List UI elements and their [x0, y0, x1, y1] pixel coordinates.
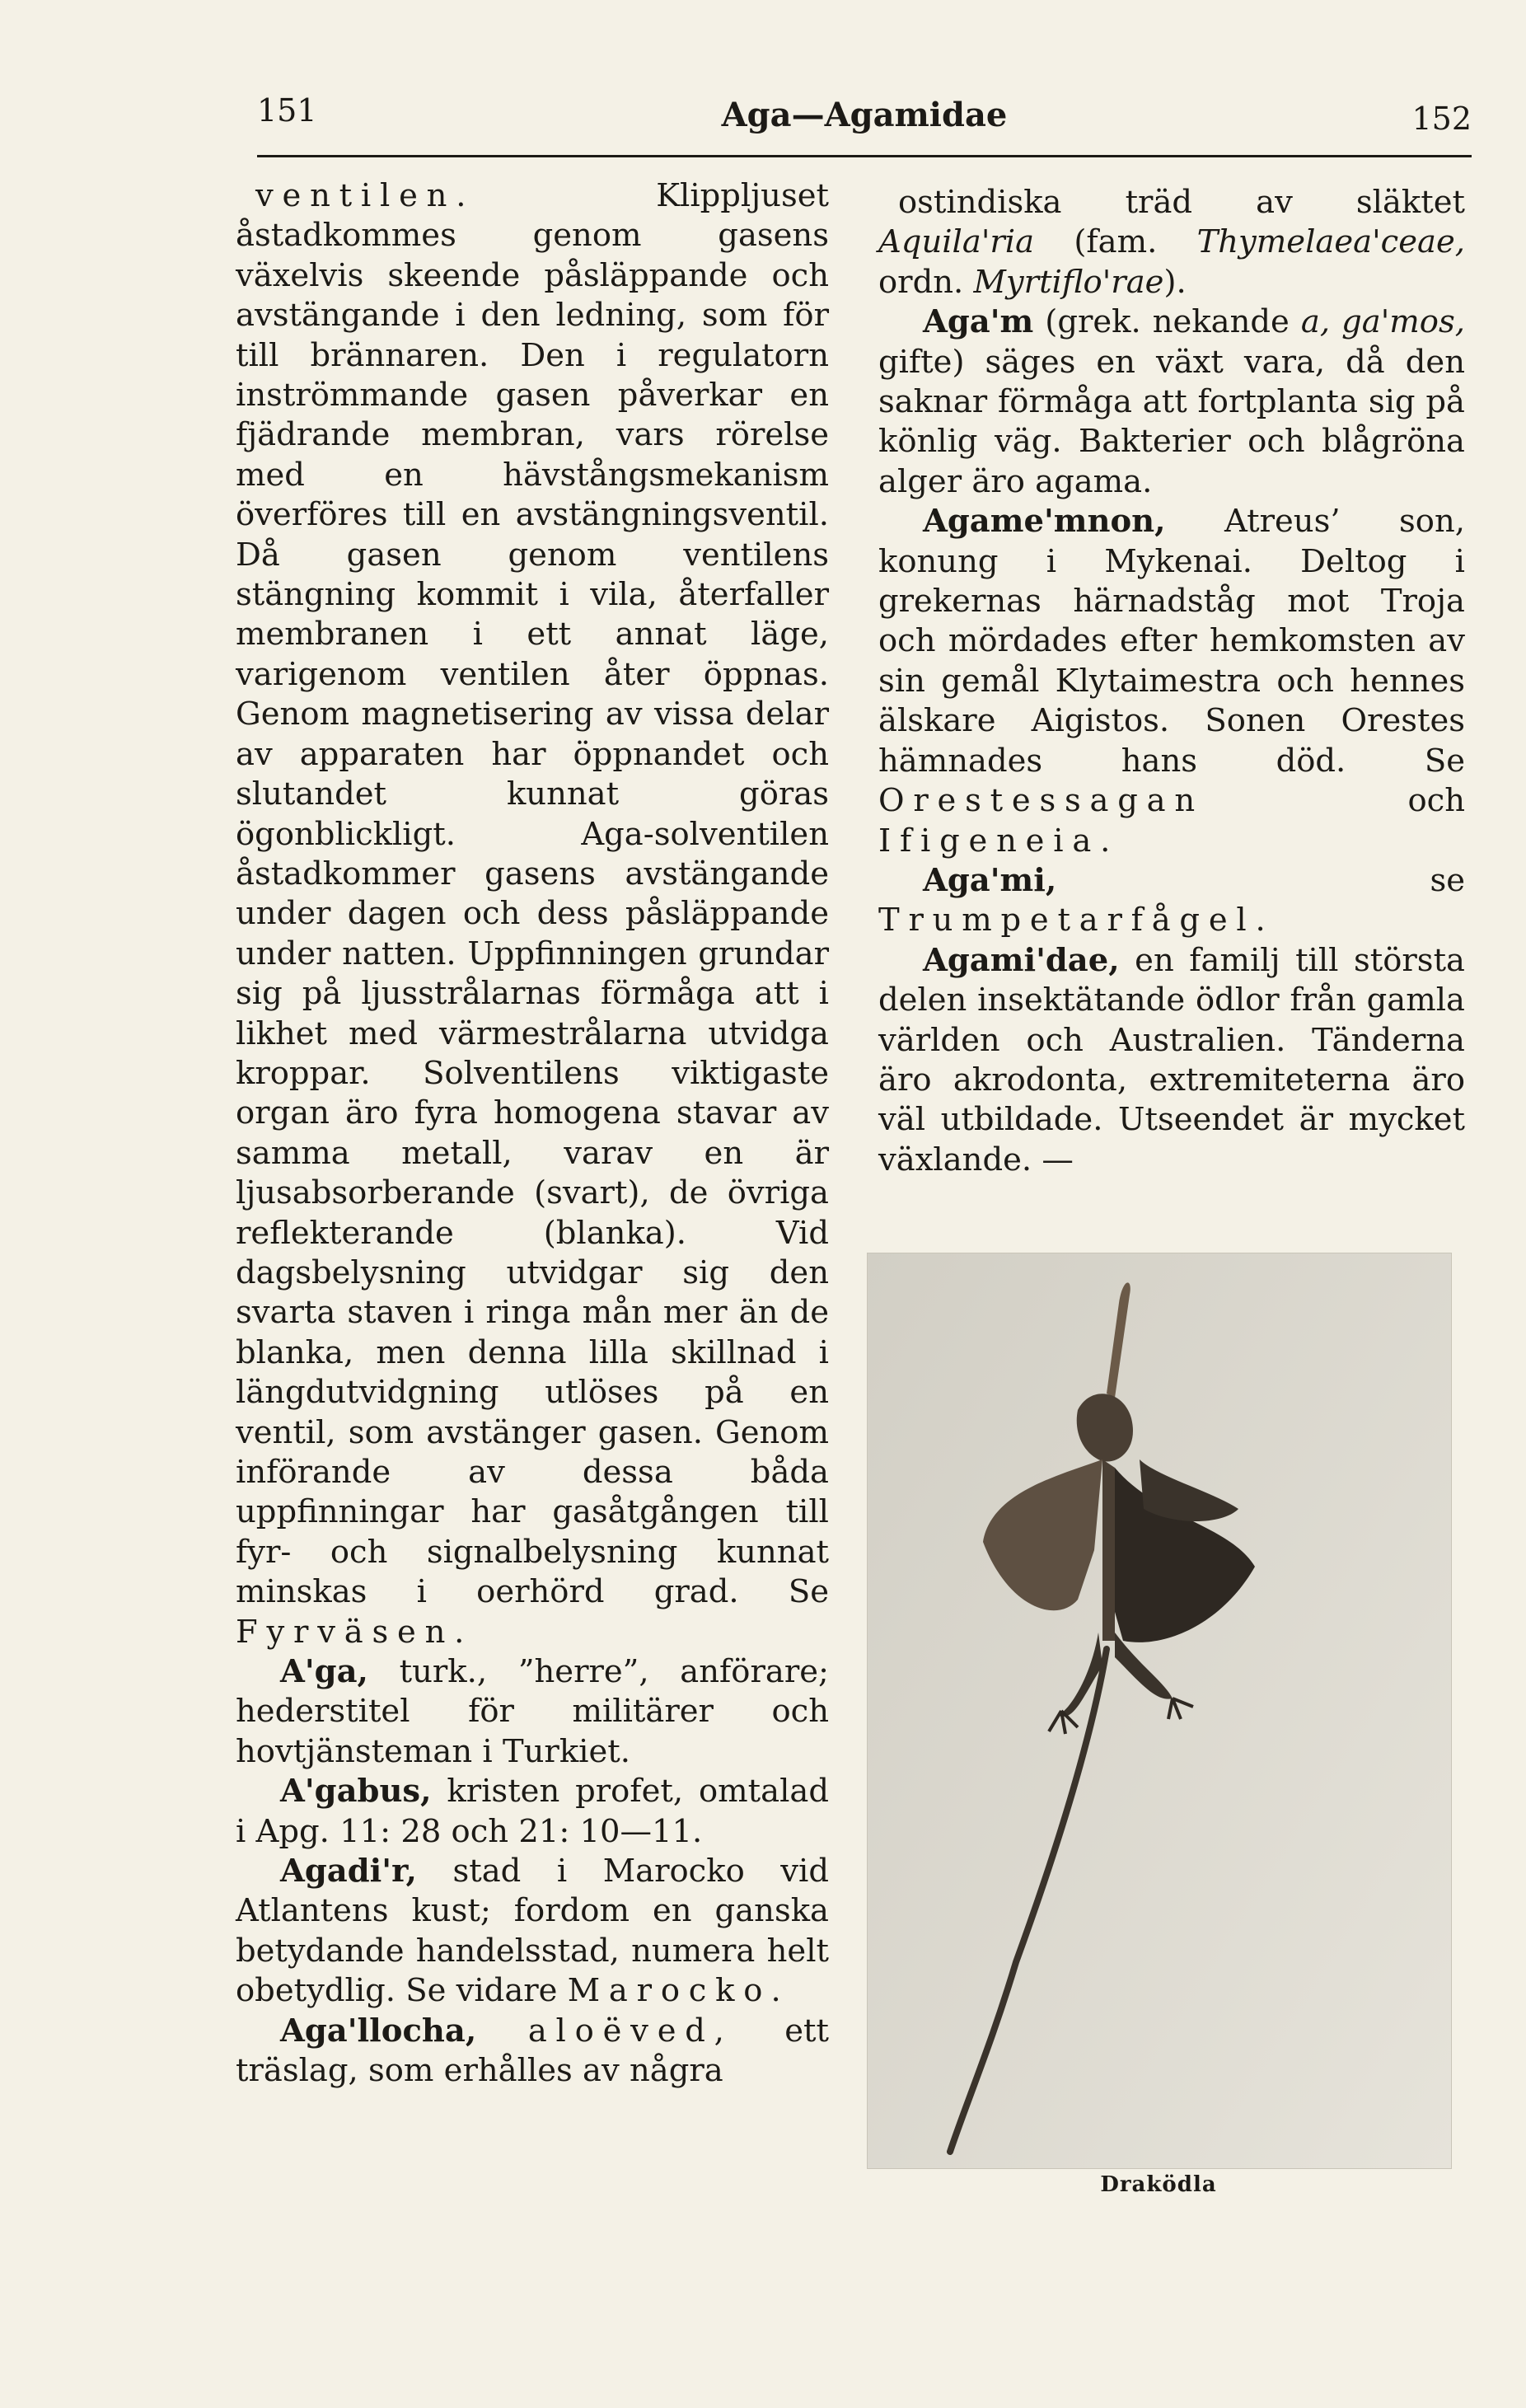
headword: A'gabus,	[280, 1773, 432, 1811]
headword: Agame'mnon,	[923, 503, 1166, 541]
entry-agamidae: Agami'dae, en familj till största delen insektätande ödlor från gamla världen och Australien. Tänderna äro akrodonta, extremiteterna äro väl utbildade. Utseendet är mycket växlande. —	[878, 941, 1465, 1178]
entry-agabus: A'gabus, kristen profet, omtalad i Apg. 11: 28 och 21: 10—11.	[236, 1773, 829, 1850]
figure-caption: Draködla	[1100, 2172, 1217, 2197]
headword: Aga'mi,	[923, 861, 1057, 899]
headword: Agadi'r,	[280, 1853, 417, 1890]
page-header	[257, 92, 1472, 150]
lizard-photograph	[867, 1253, 1452, 2169]
page-number-left: 151	[257, 92, 317, 129]
headword: Aga'llocha,	[280, 2012, 477, 2050]
entry-aga: A'ga, turk., ”herre”, anförare; hederstitel för militärer och hovtjänsteman i Turkiet.	[236, 1653, 829, 1770]
entry-agadir: Agadi'r, stad i Marocko vid Atlantens kust; fordom en ganska betydande handelsstad, numera helt obetydlig. Se vidare Marocko.	[236, 1853, 829, 2010]
entry-agamemnon: Agame'mnon, Atreus’ son, konung i Mykenai. Deltog i grekernas härnadståg mot Troja och mördades efter hemkomsten av sin gemål Klytaimestra och hennes älskare Aigistos. Sonen Orestes hämnades hans död. Se Orestessagan och Ifigeneia.	[878, 503, 1465, 860]
entry-agami: Aga'mi, se Trumpetarfågel.	[878, 861, 1465, 939]
right-column	[878, 183, 1465, 1180]
header-rule	[257, 155, 1472, 157]
entry-agam: Aga'm (grek. nekande a, ga'mos, gifte) säges en växt vara, då den saknar förmåga att fortplanta sig på könlig väg. Bakterier och blågröna alger äro agama.	[878, 303, 1465, 500]
left-column	[236, 176, 829, 2092]
running-title: Aga—Agamidae	[721, 96, 1008, 134]
headword: Aga'm	[923, 303, 1034, 341]
headword: Agami'dae,	[923, 941, 1120, 979]
entry-continuation-agallocha: ostindiska träd av släktet Aquila'ria (fam. Thymelaea'ceae, ordn. Myrtiflo'rae).	[878, 184, 1465, 301]
headword: A'ga,	[280, 1653, 368, 1691]
entry-continuation-ventilen: ventilen. Klippljuset åstadkommes genom gasens växelvis skeende påsläppande och avstängande i den ledning, som för till brännaren. Den i regulatorn inströmmande gasen påverkar en fjädrande membran, vars rörelse med en hävstångsmekanism överföres till en avstängningsventil. Då gasen genom ventilens stängning kommit i vila, återfaller membranen i ett annat läge, varigenom ventilen åter öppnas. Genom magnetisering av vissa delar av apparaten har öppnandet och slutandet kunnat göras ögonblickligt. Aga-solventilen åstadkommer gasens avstängande under dagen och dess påsläppande under natten. Uppfinningen grundar sig på ljusstrålarnas förmåga att i likhet med värmestrålarna utvidga kroppar. Solventilens viktigaste organ äro fyra homogena stavar av samma metall, varav en är ljusabsorberande (svart), de övriga reflekterande (blanka). Vid dagsbelysning utvidgar sig den svarta staven i ringa mån mer än de blanka, men denna lilla skillnad i längdutvidgning utlöses på en ventil, som avstänger gasen. Genom införande av dessa båda uppfinningar har gasåtgången till fyr- och signalbelysning kunnat minskas i oerhörd grad. Se Fyrväsen.	[236, 177, 829, 1651]
page-number-right: 152	[1411, 101, 1472, 137]
lizard-illustration	[868, 1253, 1451, 2168]
entry-agallocha: Aga'llocha, aloëved, ett träslag, som erhålles av några	[236, 2012, 829, 2090]
